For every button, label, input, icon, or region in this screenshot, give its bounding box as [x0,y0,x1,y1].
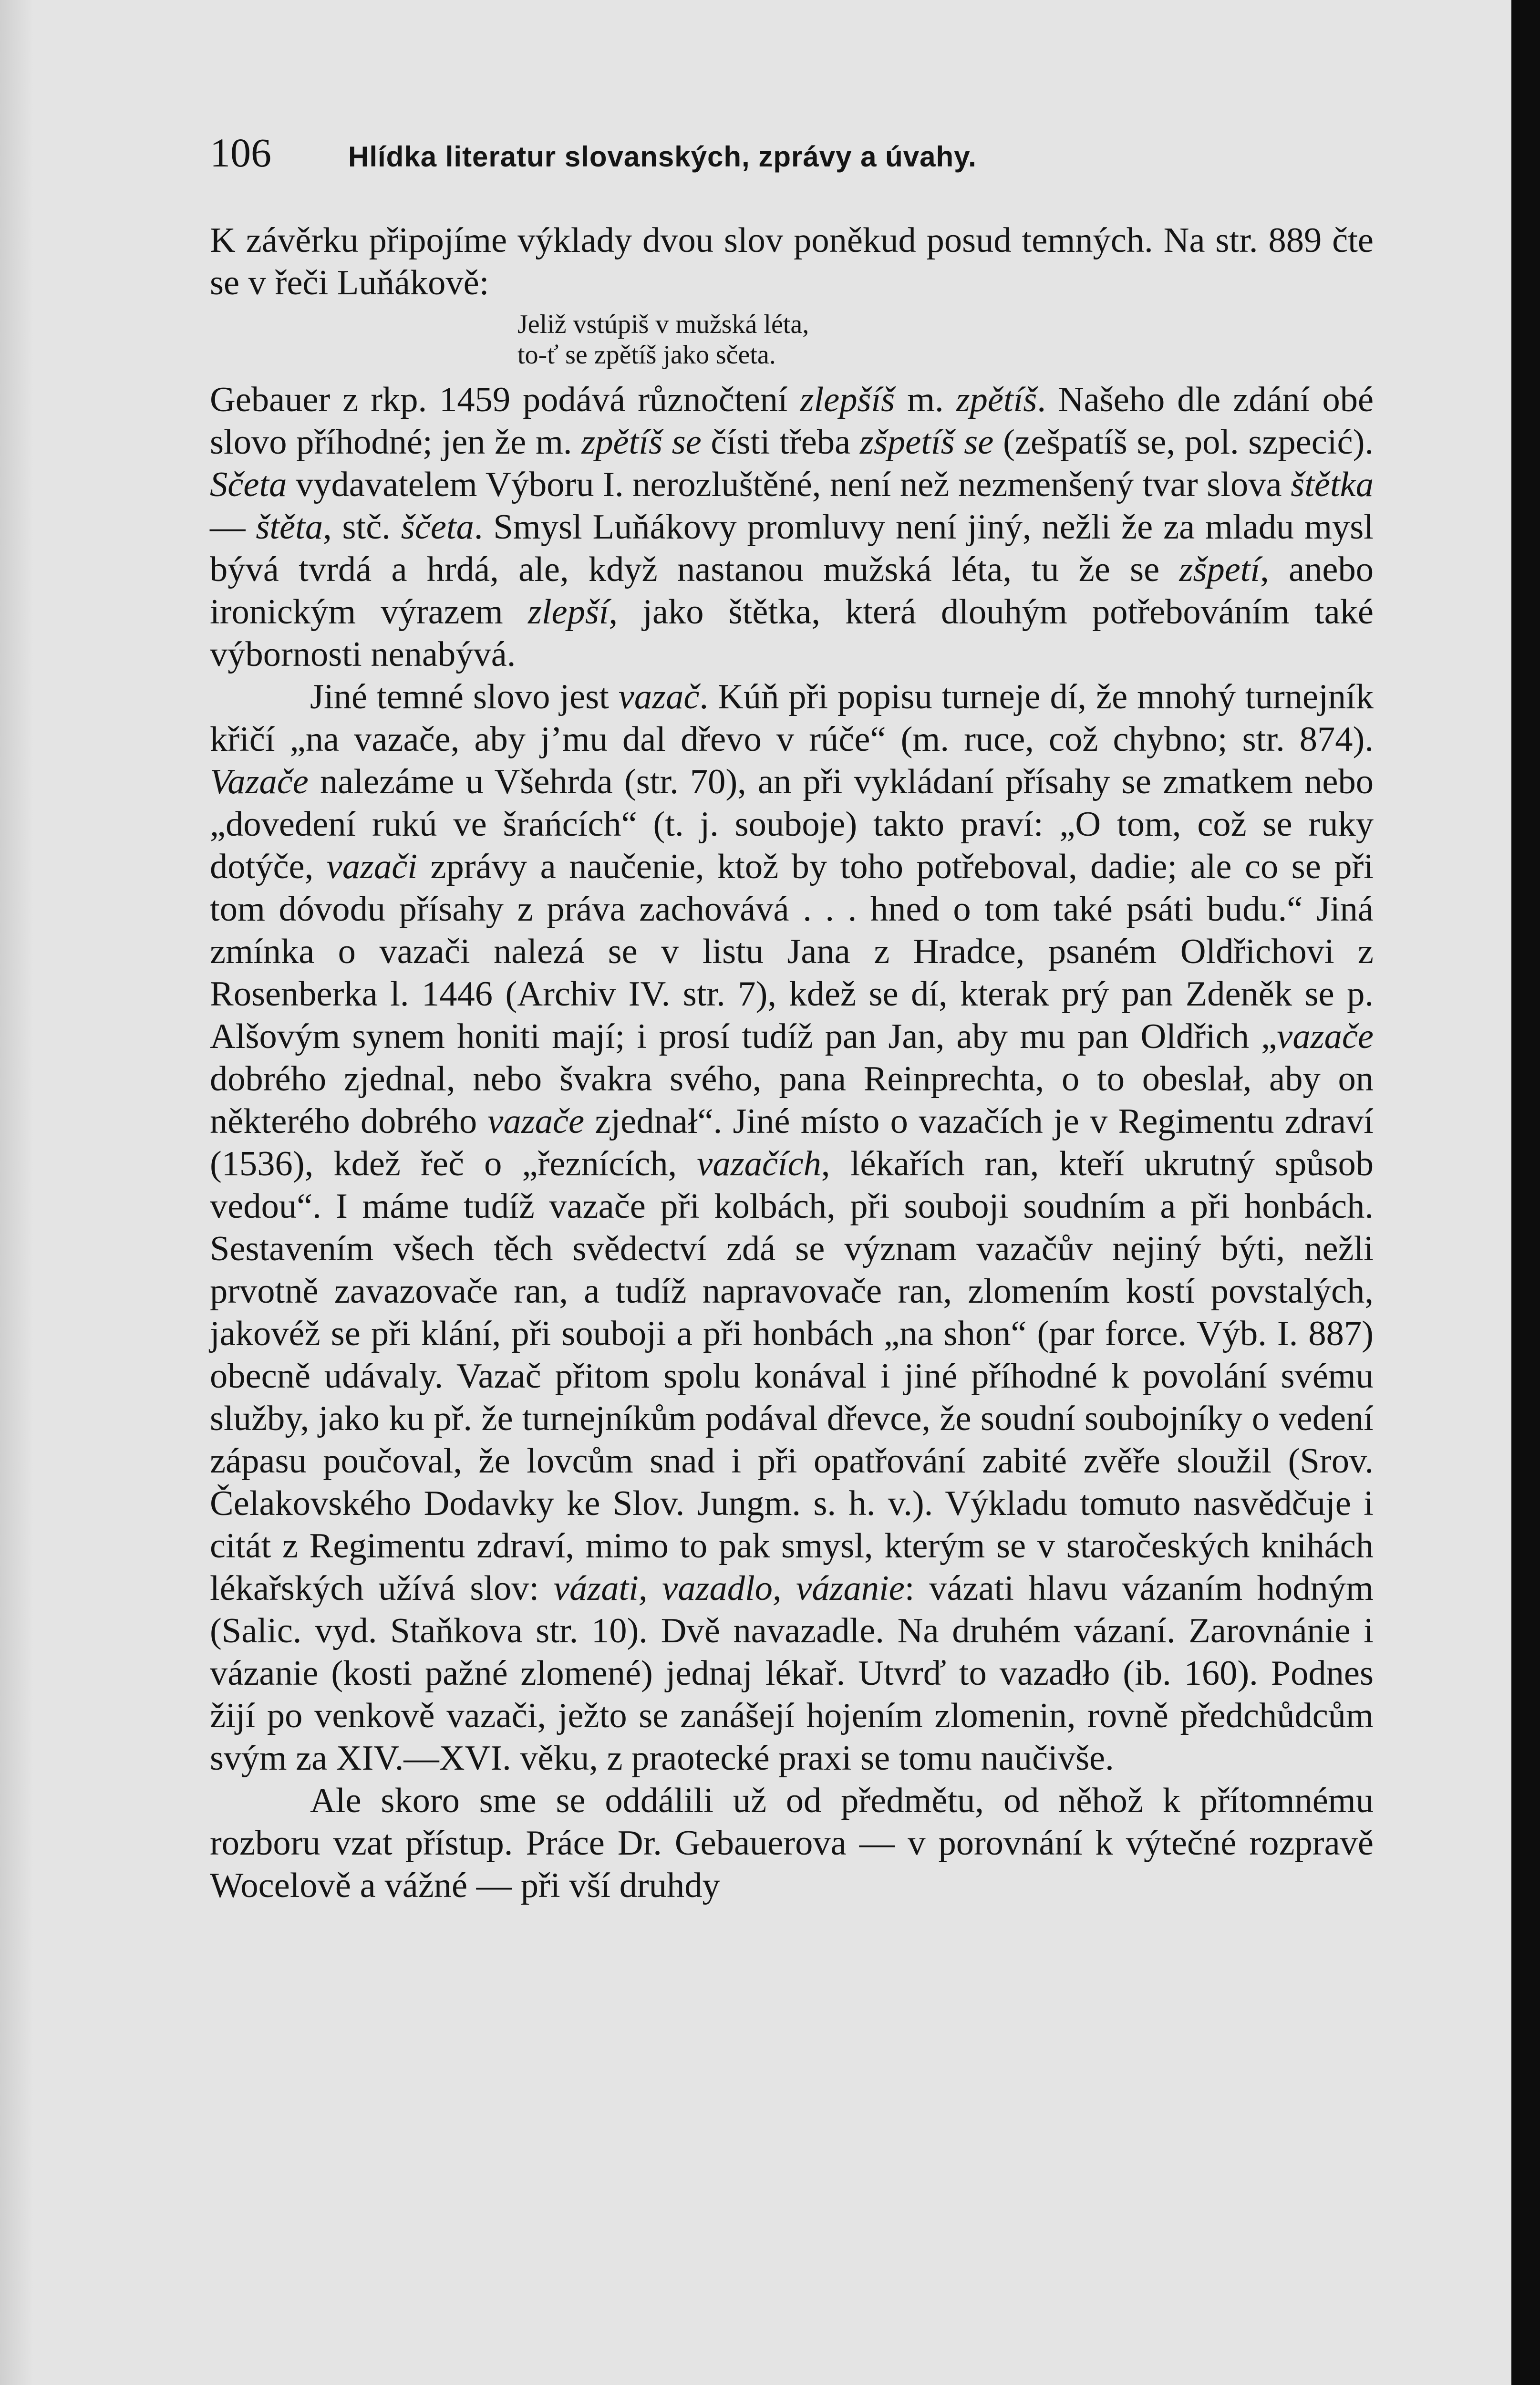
italic-term: vázati, vazadlo, vázanie [553,1569,905,1608]
italic-term: vazač [618,677,700,716]
italic-term: zlepšíš [800,380,895,419]
text-run: čísti třeba [701,423,860,462]
text-run: , lékařích ran, kteří ukrutný spůsob vedou“. I máme tudíž vazače při kolbách, při souboji soudním a při honbách. Sestavením všech těch svědectví zdá se význam vazačův nejiný býti, nežli prvotně zavazovače ran, a tudíž napravovače ran, zlomením kostí povstalých, jakovéž se při klání, při souboji a při honbách „na shon“ (par force. Výb. I. 887) obecně udávaly. Vazač přitom spolu konával i jiné příhodné k povolání svému služby, jako ku př. že turnejníkům podával dřevce, že soudní soubojníky o vedení zápasu poučoval, že lovcům snad i při opatřování zabité zvěře sloužil (Srov. Čelakovského Dodavky ke Slov. Jungm. s. h. v.). Výkladu tomuto nasvědčuje i citát z Regimentu zdraví, mimo to pak smysl, kterým se v staročeských knihách lékařských užívá slov: [210,1144,1374,1608]
italic-term: zšpetí [1179,550,1261,589]
verse-line-2: to-ť se zpětíš jako sčeta. [517,340,776,370]
book-page [210,129,1374,2371]
page-number: 106 [210,130,271,176]
text-run: , anebo ironickým výrazem [210,550,1374,632]
page-header [210,129,1374,186]
verse-line-1: Jeliž vstúpiš v mužská léta, [517,310,809,339]
text-run: , stč. [323,508,401,547]
italic-term: zpětíš se [581,423,702,462]
text-run: zjednał“. Jiné místo o vazačích je v Regimentu zdraví (1536), kdež řeč o „řeznících, [210,1102,1374,1183]
paragraph-1 [210,219,1374,304]
paragraph-2 [210,379,1374,676]
text-run: K závěrku připojíme výklady dvou slov poněkud posud temných. Na str. 889 čte se v řeči Luňákově: [210,221,1374,302]
italic-term: vazače [487,1102,585,1141]
text-run: Jiné temné slovo jest [310,677,619,716]
italic-term: zpětíš [956,380,1037,419]
italic-term: Sčeta [210,465,287,504]
running-title: Hlídka literatur slovanských, zprávy a úvahy. [348,141,977,173]
italic-term: zšpetíš se [859,423,994,462]
italic-term: štěta [256,508,323,547]
scan-shadow-left [0,0,33,2385]
italic-term: vazači [326,847,417,886]
text-run: m. [895,380,956,419]
body-text [210,219,1374,1907]
text-run: Gebauer z rkp. 1459 podává různočtení [210,380,800,419]
paragraph-3 [210,676,1374,1780]
paragraph-4 [210,1780,1374,1907]
text-run: vydavatelem Výboru I. nerozluštěné, není než nezmenšený tvar slova [287,465,1291,504]
text-run: dobrého zjednal, nebo švakra svého, pana Reinprechta, o to obeslał, aby on některého dobrého [210,1059,1374,1141]
scan-border-right [1511,0,1540,2385]
text-run: : vázati hlavu vázaním hodným (Salic. vyd. Staňkova str. 10). Dvě navazadle. Na druhém vázaní. Zarovnánie i vázanie (kosti pažné zlomené) jednaj lékař. Utvrď to vazadło (ib. 160). Podnes žijí po venkově vazači, ježto se zanášejí hojením zlomenin, rovně předchůdcům svým za XIV.—XVI. věku, z praotecké praxi se tomu naučivše. [210,1569,1374,1778]
italic-term: štětka [1291,465,1374,504]
text-run: nalezáme u Všehrda (str. 70), an při vykládaní přísahy se zmatkem nebo „dovedení rukú ve šrańcích“ (t. j. souboje) takto praví: „O tom, což se ruky dotýče, [210,762,1374,886]
text-run: zprávy a naučenie, ktož by toho potřeboval, dadie; ale co se při tom dóvodu přísahy z práva zachovává . . . hned o tom také psáti budu.“ Jiná zmínka o vazači nalezá se v listu Jana z Hradce, psaném Oldřichovi z Rosenberka l. 1446 (Archiv IV. str. 7), kdež se dí, kterak prý pan Zdeněk se p. Alšovým synem honiti mají; i prosí tudíž pan Jan, aby mu pan Oldřich „ [210,847,1374,1056]
text-run: . Smysl Luňákovy promluvy není jiný, nežli že za mladu mysl bývá tvrdá a hrdá, ale, když nastanou mužská léta, tu že se [210,508,1374,589]
text-run: , jako štětka, která dlouhým potřebováním také výbornosti nenabývá. [210,592,1374,674]
text-run: — [210,508,256,547]
italic-term: ščeta [401,508,474,547]
text-run: Ale skoro sme se oddálili už od předmětu, od něhož k přítomnému rozboru vzat přístup. Práce Dr. Gebauerova — v porovnání k výtečné rozpravě Wocelově a vážné — při vší druhdy [210,1781,1374,1905]
italic-term: Vazače [210,762,309,801]
text-run: . Našeho dle zdání obé slovo příhodné; jen že m. [210,380,1374,462]
text-run: (zešpatíš se, pol. szpecić). [993,423,1374,462]
italic-term: vazačích [697,1144,821,1183]
italic-term: vazače [1277,1017,1374,1056]
verse-quote [517,304,1374,379]
italic-term: zlepší [527,592,609,632]
text-run: . Kúň při popisu turneje dí, že mnohý turnejník křičí „na vazače, aby j’mu dal dřevo v rúče“ (m. ruce, což chybno; str. 874). [210,677,1374,759]
